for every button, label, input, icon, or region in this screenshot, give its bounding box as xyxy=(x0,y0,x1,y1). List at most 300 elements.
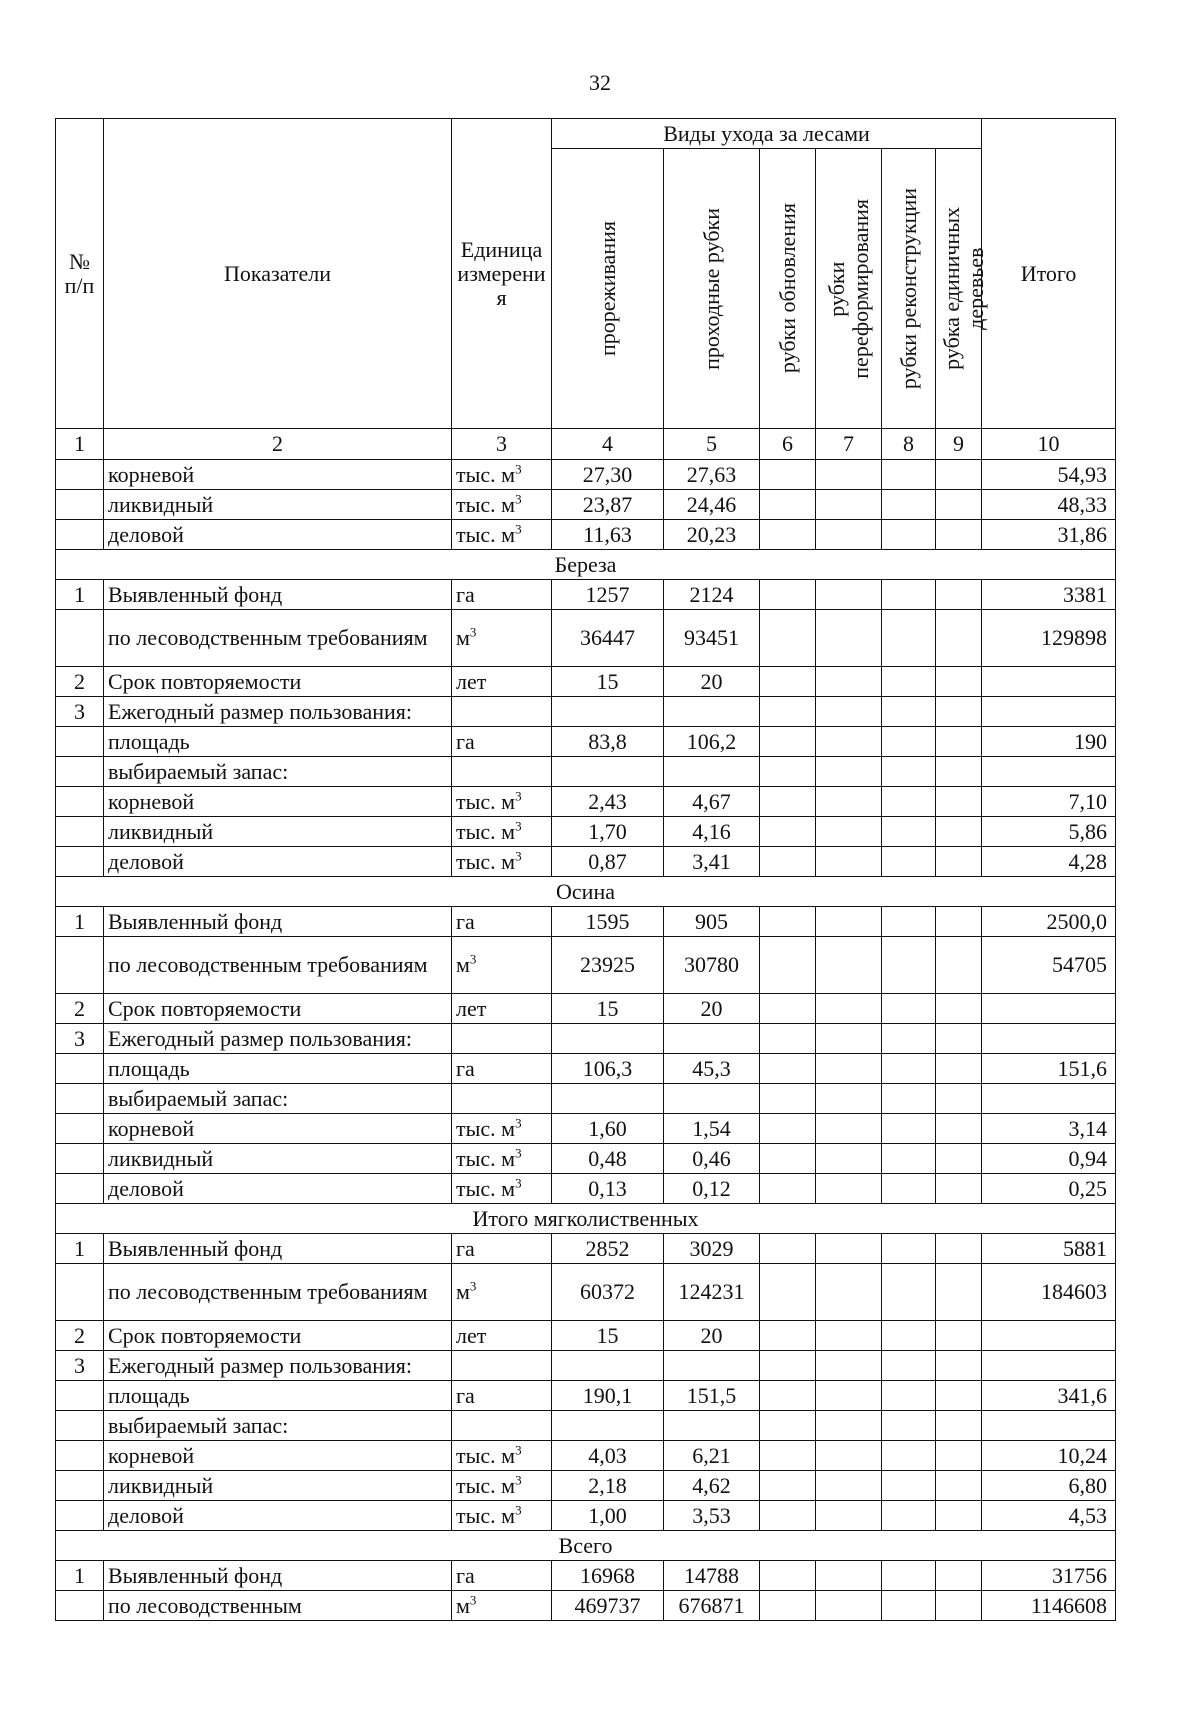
unit-text: тыс. м xyxy=(456,1472,516,1498)
value-thinning-cell: 4,03 xyxy=(552,1441,664,1471)
value-thinning-cell xyxy=(552,1084,664,1114)
unit-superscript: 3 xyxy=(515,1442,522,1458)
value-renewal-cell xyxy=(760,697,816,727)
row-label-cell: Срок повторяемости xyxy=(104,667,452,697)
row-label-cell: корневой xyxy=(104,1114,452,1144)
value-single-tree-cell xyxy=(936,667,982,697)
value-total-cell: 3381 xyxy=(982,580,1116,610)
unit-text: тыс. м xyxy=(456,1175,516,1201)
table-row xyxy=(56,1144,1116,1174)
unit-text: лет xyxy=(456,995,487,1021)
row-unit-cell xyxy=(452,727,552,757)
table-row xyxy=(56,1114,1116,1144)
value-renewal-cell xyxy=(760,1114,816,1144)
value-single-tree-cell xyxy=(936,847,982,877)
value-passage-cell xyxy=(664,1351,760,1381)
value-single-tree-cell xyxy=(936,1234,982,1264)
value-total-cell: 31756 xyxy=(982,1561,1116,1591)
value-passage-cell: 27,63 xyxy=(664,460,760,490)
unit-superscript: 3 xyxy=(515,788,522,804)
value-renewal-cell xyxy=(760,1411,816,1441)
row-label-cell: выбираемый запас: xyxy=(104,757,452,787)
row-label-cell: Выявленный фонд xyxy=(104,580,452,610)
unit-text: тыс. м xyxy=(456,491,516,517)
value-total-cell xyxy=(982,697,1116,727)
value-reformation-cell xyxy=(816,727,882,757)
value-thinning-cell: 106,3 xyxy=(552,1054,664,1084)
value-reformation-cell xyxy=(816,787,882,817)
value-renewal-cell xyxy=(760,580,816,610)
row-unit-cell xyxy=(452,1054,552,1084)
header-col-reformation-cutting: рубки переформирования xyxy=(816,149,882,429)
row-unit-cell xyxy=(452,1561,552,1591)
value-renewal-cell xyxy=(760,1561,816,1591)
table-row xyxy=(56,1234,1116,1264)
table-row xyxy=(56,1264,1116,1321)
row-unit-cell xyxy=(452,757,552,787)
section-title: Осина xyxy=(56,877,1116,907)
row-unit-cell xyxy=(452,1084,552,1114)
value-thinning-cell: 15 xyxy=(552,994,664,1024)
value-passage-cell: 20 xyxy=(664,667,760,697)
row-num-cell xyxy=(56,610,104,667)
table-row xyxy=(56,460,1116,490)
value-thinning-cell: 2,43 xyxy=(552,787,664,817)
value-total-cell: 10,24 xyxy=(982,1441,1116,1471)
table-row xyxy=(56,1381,1116,1411)
row-label-cell: площадь xyxy=(104,1054,452,1084)
row-num-cell xyxy=(56,1264,104,1321)
value-passage-cell: 4,16 xyxy=(664,817,760,847)
value-passage-cell xyxy=(664,1024,760,1054)
value-renewal-cell xyxy=(760,1174,816,1204)
row-num-cell xyxy=(56,1054,104,1084)
value-passage-cell: 14788 xyxy=(664,1561,760,1591)
value-single-tree-cell xyxy=(936,460,982,490)
row-label-cell: деловой xyxy=(104,1174,452,1204)
value-total-cell xyxy=(982,667,1116,697)
row-unit-cell xyxy=(452,610,552,667)
value-reconstruction-cell xyxy=(882,697,936,727)
unit-text: га xyxy=(456,908,475,934)
row-label-cell: Выявленный фонд xyxy=(104,1561,452,1591)
value-passage-cell xyxy=(664,1084,760,1114)
value-passage-cell: 24,46 xyxy=(664,490,760,520)
row-num-cell: 1 xyxy=(56,907,104,937)
value-total-cell xyxy=(982,1321,1116,1351)
value-total-cell: 54,93 xyxy=(982,460,1116,490)
row-label-cell: Срок повторяемости xyxy=(104,994,452,1024)
value-reformation-cell xyxy=(816,1381,882,1411)
value-passage-cell: 0,12 xyxy=(664,1174,760,1204)
page-number: 32 xyxy=(589,70,611,95)
value-renewal-cell xyxy=(760,1351,816,1381)
unit-text: тыс. м xyxy=(456,1145,516,1171)
value-reformation-cell xyxy=(816,460,882,490)
unit-superscript: 3 xyxy=(515,1472,522,1488)
section-title: Итого мягколиственных xyxy=(56,1204,1116,1234)
value-passage-cell xyxy=(664,1411,760,1441)
value-renewal-cell xyxy=(760,937,816,994)
value-reformation-cell xyxy=(816,490,882,520)
header-num: № п/п xyxy=(56,119,104,429)
unit-text: га xyxy=(456,581,475,607)
value-reconstruction-cell xyxy=(882,1084,936,1114)
unit-superscript: 3 xyxy=(515,1145,522,1161)
value-total-cell xyxy=(982,1411,1116,1441)
value-total-cell: 5,86 xyxy=(982,817,1116,847)
value-thinning-cell xyxy=(552,1411,664,1441)
value-thinning-cell: 0,87 xyxy=(552,847,664,877)
row-label-cell: Ежегодный размер пользования: xyxy=(104,1024,452,1054)
value-reformation-cell xyxy=(816,520,882,550)
col-index: 8 xyxy=(882,429,936,460)
row-unit-cell xyxy=(452,1501,552,1531)
row-unit-cell xyxy=(452,1144,552,1174)
value-renewal-cell xyxy=(760,460,816,490)
row-num-cell xyxy=(56,1381,104,1411)
value-single-tree-cell xyxy=(936,1084,982,1114)
value-single-tree-cell xyxy=(936,1411,982,1441)
value-single-tree-cell xyxy=(936,1174,982,1204)
value-single-tree-cell xyxy=(936,1321,982,1351)
unit-superscript: 3 xyxy=(515,461,522,477)
row-num-cell xyxy=(56,1501,104,1531)
unit-text: тыс. м xyxy=(456,848,516,874)
value-total-cell: 54705 xyxy=(982,937,1116,994)
value-reconstruction-cell xyxy=(882,1234,936,1264)
value-reformation-cell xyxy=(816,610,882,667)
value-thinning-cell: 469737 xyxy=(552,1591,664,1621)
value-reformation-cell xyxy=(816,1321,882,1351)
row-unit-cell xyxy=(452,1174,552,1204)
value-thinning-cell: 60372 xyxy=(552,1264,664,1321)
value-reformation-cell xyxy=(816,667,882,697)
section-header-row xyxy=(56,877,1116,907)
value-single-tree-cell xyxy=(936,1471,982,1501)
unit-text: га xyxy=(456,1055,475,1081)
value-renewal-cell xyxy=(760,994,816,1024)
value-passage-cell: 20 xyxy=(664,994,760,1024)
row-num-cell xyxy=(56,1144,104,1174)
section-header-row xyxy=(56,550,1116,580)
row-unit-cell xyxy=(452,1351,552,1381)
value-thinning-cell: 1,60 xyxy=(552,1114,664,1144)
row-unit-cell xyxy=(452,520,552,550)
value-thinning-cell: 190,1 xyxy=(552,1381,664,1411)
value-passage-cell: 3029 xyxy=(664,1234,760,1264)
value-total-cell: 4,28 xyxy=(982,847,1116,877)
value-single-tree-cell xyxy=(936,937,982,994)
row-label-cell: Ежегодный размер пользования: xyxy=(104,1351,452,1381)
row-num-cell xyxy=(56,460,104,490)
value-renewal-cell xyxy=(760,1264,816,1321)
section-header-row xyxy=(56,1204,1116,1234)
col-index: 1 xyxy=(56,429,104,460)
unit-superscript: 3 xyxy=(469,1592,477,1608)
value-reformation-cell xyxy=(816,1174,882,1204)
col-index: 3 xyxy=(452,429,552,460)
header-col-passage-cutting: проходные рубки xyxy=(664,149,760,429)
value-thinning-cell: 23,87 xyxy=(552,490,664,520)
value-total-cell: 184603 xyxy=(982,1264,1116,1321)
value-single-tree-cell xyxy=(936,1591,982,1621)
value-total-cell: 7,10 xyxy=(982,787,1116,817)
row-num-cell xyxy=(56,520,104,550)
table-row xyxy=(56,520,1116,550)
table-row xyxy=(56,907,1116,937)
value-renewal-cell xyxy=(760,1234,816,1264)
value-reconstruction-cell xyxy=(882,490,936,520)
value-reconstruction-cell xyxy=(882,1411,936,1441)
value-renewal-cell xyxy=(760,727,816,757)
value-thinning-cell: 1,70 xyxy=(552,817,664,847)
value-total-cell: 2500,0 xyxy=(982,907,1116,937)
table-row xyxy=(56,1471,1116,1501)
value-reconstruction-cell xyxy=(882,1321,936,1351)
table-row xyxy=(56,1501,1116,1531)
unit-superscript: 3 xyxy=(515,848,522,864)
row-unit-cell xyxy=(452,1441,552,1471)
value-thinning-cell: 1595 xyxy=(552,907,664,937)
header-total: Итого xyxy=(982,119,1116,429)
row-unit-cell xyxy=(452,937,552,994)
value-reconstruction-cell xyxy=(882,1144,936,1174)
value-passage-cell: 30780 xyxy=(664,937,760,994)
value-total-cell: 31,86 xyxy=(982,520,1116,550)
row-num-cell xyxy=(56,1174,104,1204)
value-reformation-cell xyxy=(816,817,882,847)
value-reformation-cell xyxy=(816,994,882,1024)
unit-text: тыс. м xyxy=(456,521,516,547)
col-index: 10 xyxy=(982,429,1116,460)
unit-text: м xyxy=(456,952,470,977)
table-row xyxy=(56,1351,1116,1381)
unit-text: тыс. м xyxy=(456,1442,516,1468)
value-reconstruction-cell xyxy=(882,1381,936,1411)
unit-superscript: 3 xyxy=(469,951,477,967)
value-thinning-cell: 83,8 xyxy=(552,727,664,757)
value-single-tree-cell xyxy=(936,727,982,757)
value-passage-cell: 3,53 xyxy=(664,1501,760,1531)
row-num-cell xyxy=(56,1591,104,1621)
unit-superscript: 3 xyxy=(515,491,522,507)
unit-superscript: 3 xyxy=(515,521,522,537)
value-single-tree-cell xyxy=(936,1054,982,1084)
unit-text: га xyxy=(456,1235,475,1261)
value-thinning-cell: 16968 xyxy=(552,1561,664,1591)
value-passage-cell: 45,3 xyxy=(664,1054,760,1084)
value-thinning-cell: 1257 xyxy=(552,580,664,610)
value-reconstruction-cell xyxy=(882,610,936,667)
row-unit-cell xyxy=(452,1114,552,1144)
row-num-cell: 2 xyxy=(56,667,104,697)
value-reconstruction-cell xyxy=(882,1264,936,1321)
value-renewal-cell xyxy=(760,520,816,550)
value-reconstruction-cell xyxy=(882,1351,936,1381)
row-num-cell xyxy=(56,757,104,787)
row-unit-cell xyxy=(452,847,552,877)
value-reconstruction-cell xyxy=(882,937,936,994)
value-passage-cell: 20,23 xyxy=(664,520,760,550)
value-passage-cell: 4,67 xyxy=(664,787,760,817)
value-total-cell: 4,53 xyxy=(982,1501,1116,1531)
value-reformation-cell xyxy=(816,580,882,610)
value-renewal-cell xyxy=(760,787,816,817)
value-thinning-cell xyxy=(552,1024,664,1054)
value-thinning-cell: 23925 xyxy=(552,937,664,994)
col-index: 5 xyxy=(664,429,760,460)
row-label-cell: Выявленный фонд xyxy=(104,1234,452,1264)
row-unit-cell xyxy=(452,907,552,937)
value-total-cell xyxy=(982,1351,1116,1381)
value-total-cell: 48,33 xyxy=(982,490,1116,520)
row-unit-cell xyxy=(452,1264,552,1321)
value-reconstruction-cell xyxy=(882,757,936,787)
table-row xyxy=(56,697,1116,727)
row-label-cell: Срок повторяемости xyxy=(104,1321,452,1351)
row-num-cell xyxy=(56,490,104,520)
row-num-cell xyxy=(56,847,104,877)
unit-superscript: 3 xyxy=(469,624,477,640)
row-label-cell: корневой xyxy=(104,1441,452,1471)
unit-text: м xyxy=(456,625,470,650)
header-indicator: Показатели xyxy=(104,119,452,429)
value-renewal-cell xyxy=(760,757,816,787)
header-col-reconstruction-cutting: рубки реконструкции xyxy=(882,149,936,429)
value-reformation-cell xyxy=(816,1144,882,1174)
value-single-tree-cell xyxy=(936,994,982,1024)
value-reformation-cell xyxy=(816,907,882,937)
table-row xyxy=(56,787,1116,817)
unit-text: тыс. м xyxy=(456,788,516,814)
value-single-tree-cell xyxy=(936,1441,982,1471)
table-row xyxy=(56,1411,1116,1441)
unit-text: м xyxy=(456,1279,470,1304)
value-renewal-cell xyxy=(760,907,816,937)
row-num-cell: 1 xyxy=(56,1234,104,1264)
row-num-cell xyxy=(56,1411,104,1441)
table-row xyxy=(56,490,1116,520)
value-single-tree-cell xyxy=(936,757,982,787)
forest-care-table-container xyxy=(55,118,1115,1621)
value-passage-cell: 6,21 xyxy=(664,1441,760,1471)
value-renewal-cell xyxy=(760,1024,816,1054)
value-reconstruction-cell xyxy=(882,1114,936,1144)
value-passage-cell xyxy=(664,697,760,727)
value-reconstruction-cell xyxy=(882,1441,936,1471)
value-total-cell: 3,14 xyxy=(982,1114,1116,1144)
row-label-cell: по лесоводственным требованиям xyxy=(104,937,452,994)
table-row xyxy=(56,817,1116,847)
value-renewal-cell xyxy=(760,817,816,847)
value-thinning-cell: 15 xyxy=(552,667,664,697)
table-row xyxy=(56,667,1116,697)
value-renewal-cell xyxy=(760,610,816,667)
row-label-cell: деловой xyxy=(104,520,452,550)
row-unit-cell xyxy=(452,1381,552,1411)
value-reconstruction-cell xyxy=(882,727,936,757)
value-total-cell: 6,80 xyxy=(982,1471,1116,1501)
row-num-cell: 2 xyxy=(56,1321,104,1351)
column-index-row xyxy=(56,429,1116,460)
row-num-cell: 3 xyxy=(56,1351,104,1381)
value-reformation-cell xyxy=(816,1471,882,1501)
row-unit-cell xyxy=(452,490,552,520)
value-reconstruction-cell xyxy=(882,787,936,817)
value-reformation-cell xyxy=(816,1411,882,1441)
table-row xyxy=(56,1024,1116,1054)
value-single-tree-cell xyxy=(936,1144,982,1174)
row-label-cell: деловой xyxy=(104,847,452,877)
row-num-cell: 1 xyxy=(56,1561,104,1591)
unit-text: тыс. м xyxy=(456,1115,516,1141)
value-single-tree-cell xyxy=(936,1264,982,1321)
value-total-cell: 341,6 xyxy=(982,1381,1116,1411)
table-row xyxy=(56,847,1116,877)
header-col-single-tree-cutting: рубка единичных деревьев xyxy=(936,149,982,429)
value-reformation-cell xyxy=(816,1024,882,1054)
value-reconstruction-cell xyxy=(882,1471,936,1501)
value-reconstruction-cell xyxy=(882,907,936,937)
row-unit-cell xyxy=(452,667,552,697)
table-row xyxy=(56,1441,1116,1471)
value-passage-cell: 2124 xyxy=(664,580,760,610)
value-reformation-cell xyxy=(816,757,882,787)
value-single-tree-cell xyxy=(936,1561,982,1591)
value-single-tree-cell xyxy=(936,787,982,817)
value-reconstruction-cell xyxy=(882,1024,936,1054)
row-label-cell: по лесоводственным требованиям xyxy=(104,610,452,667)
row-label-cell: площадь xyxy=(104,727,452,757)
value-total-cell xyxy=(982,994,1116,1024)
value-passage-cell xyxy=(664,757,760,787)
row-num-cell: 2 xyxy=(56,994,104,1024)
unit-text: тыс. м xyxy=(456,1502,516,1528)
row-num-cell xyxy=(56,1471,104,1501)
unit-text: тыс. м xyxy=(456,461,516,487)
value-thinning-cell xyxy=(552,1351,664,1381)
value-single-tree-cell xyxy=(936,1381,982,1411)
row-num-cell: 1 xyxy=(56,580,104,610)
row-label-cell: деловой xyxy=(104,1501,452,1531)
value-thinning-cell: 27,30 xyxy=(552,460,664,490)
value-single-tree-cell xyxy=(936,1351,982,1381)
row-label-cell: ликвидный xyxy=(104,817,452,847)
row-unit-cell xyxy=(452,787,552,817)
value-renewal-cell xyxy=(760,1084,816,1114)
table-row xyxy=(56,757,1116,787)
value-reconstruction-cell xyxy=(882,847,936,877)
value-thinning-cell: 11,63 xyxy=(552,520,664,550)
value-total-cell: 0,25 xyxy=(982,1174,1116,1204)
value-total-cell: 0,94 xyxy=(982,1144,1116,1174)
unit-superscript: 3 xyxy=(469,1278,477,1294)
col-index: 9 xyxy=(936,429,982,460)
row-num-cell xyxy=(56,787,104,817)
value-thinning-cell: 2852 xyxy=(552,1234,664,1264)
value-passage-cell: 20 xyxy=(664,1321,760,1351)
value-renewal-cell xyxy=(760,1591,816,1621)
value-reconstruction-cell xyxy=(882,667,936,697)
value-single-tree-cell xyxy=(936,490,982,520)
row-label-cell: корневой xyxy=(104,460,452,490)
value-reformation-cell xyxy=(816,1264,882,1321)
value-passage-cell: 151,5 xyxy=(664,1381,760,1411)
value-single-tree-cell xyxy=(936,580,982,610)
value-single-tree-cell xyxy=(936,520,982,550)
forest-care-table xyxy=(55,118,1116,1621)
